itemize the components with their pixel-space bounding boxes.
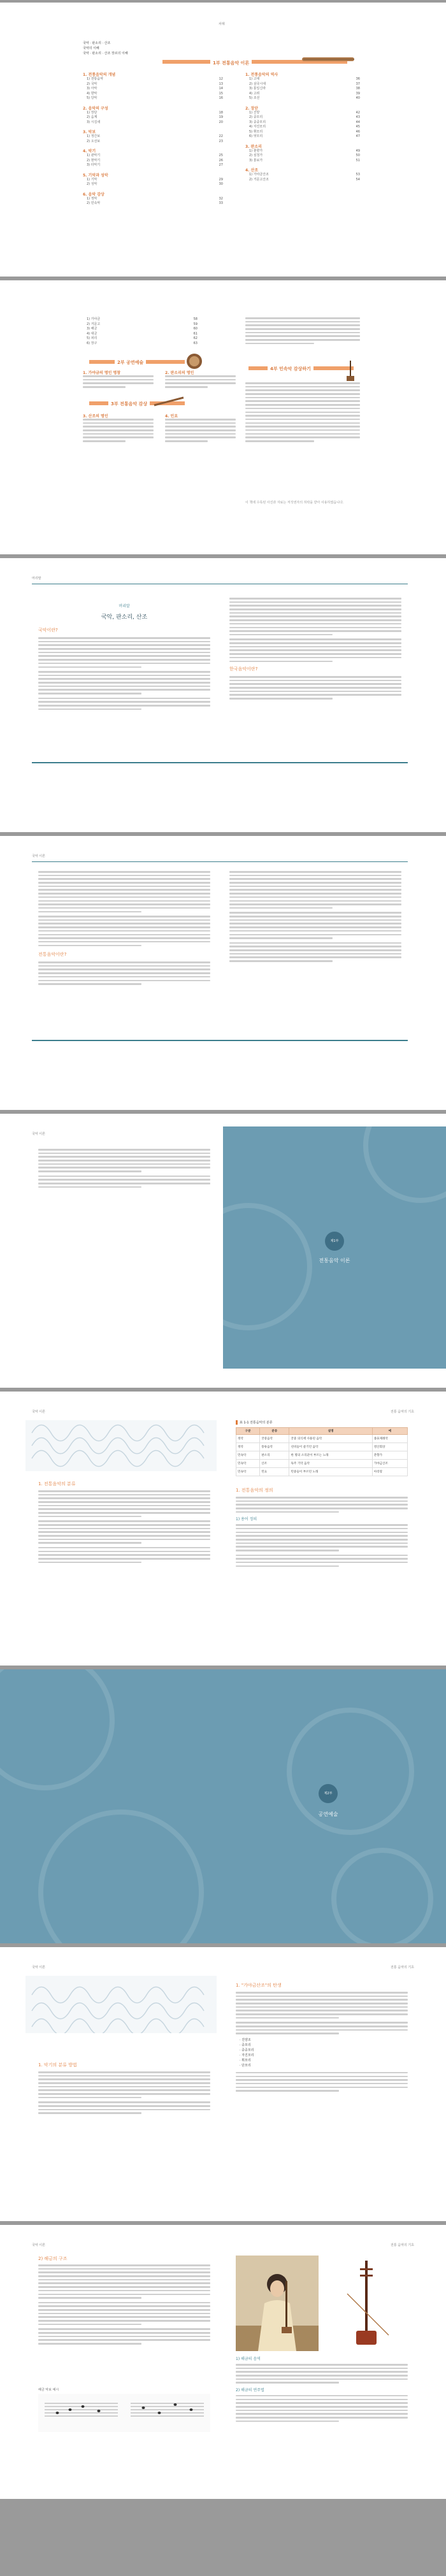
- left-body: [38, 1490, 210, 1566]
- performer-photo: [236, 2256, 319, 2351]
- toc-item[interactable]: 3) 중중모리 44: [249, 120, 360, 124]
- music-score: [38, 2394, 210, 2432]
- toc-section-title[interactable]: 2. 장단: [245, 106, 259, 111]
- toc-item[interactable]: 1) 가야금 58: [87, 317, 198, 321]
- drum-illustration: [185, 352, 204, 371]
- bullet-item: · 중모리: [240, 2043, 251, 2047]
- right-body: [236, 2356, 408, 2425]
- page-part-divider-1: [0, 1114, 446, 1388]
- toc-item[interactable]: 2) 오선보 23: [87, 139, 223, 143]
- toc-item[interactable]: 3) 흥보가 51: [249, 158, 360, 162]
- body-left-column: [38, 871, 210, 988]
- page-haegeum: [0, 2225, 446, 2499]
- toc-item[interactable]: 2) 현악기 26: [87, 158, 223, 162]
- page-header-right: 전통 음악의 기초: [391, 1410, 414, 1414]
- toc-item[interactable]: 2) 음계 19: [87, 115, 223, 119]
- toc-item[interactable]: 3) 아악 14: [87, 87, 223, 90]
- toc-item[interactable]: 2) 거문고산조 54: [249, 177, 360, 182]
- toc-item[interactable]: 3) 해금 60: [87, 327, 198, 331]
- chapter-title: 3부 전통음악 감상: [108, 401, 150, 407]
- pattern-banner: [25, 1976, 217, 2033]
- footer-note: 이 책에 수록된 사진과 자료는 저작권자의 허락을 받아 사용하였습니다.: [245, 501, 344, 505]
- toc-item[interactable]: 4) 자진모리 45: [249, 125, 360, 129]
- page-header: 차례: [219, 22, 225, 26]
- toc-columns: [83, 370, 236, 390]
- chapter-title: 4부 민속악 감상하기: [268, 366, 313, 372]
- page-header: 머리말: [32, 577, 41, 580]
- toc-item[interactable]: 6) 엇모리 47: [249, 134, 360, 138]
- page-part-divider-2: [0, 1669, 446, 1943]
- page-header-left: 국악 이론: [32, 1410, 45, 1414]
- bullet-item: · 휘모리: [240, 2058, 251, 2062]
- haegeum-photo: [328, 2256, 405, 2351]
- toc-right-top: [245, 317, 360, 347]
- toc-columns-2: [83, 413, 236, 444]
- toc-right-column: [245, 71, 360, 182]
- instrument-illustration: [299, 51, 357, 68]
- toc-item[interactable]: 1) 춘향가 49: [249, 148, 360, 153]
- toc-item[interactable]: 3) 시김새 20: [87, 120, 223, 124]
- toc-section-title[interactable]: 4. 민요: [165, 414, 178, 419]
- preface-kicker: 머리말: [119, 604, 130, 608]
- page-header-left: 국악 이론: [32, 1966, 45, 1969]
- toc-section-title[interactable]: 4. 악기: [83, 149, 96, 154]
- intro-block: [83, 41, 223, 56]
- intro-line: 국악의 이해: [83, 47, 99, 50]
- toc-item[interactable]: 1) 기악 29: [87, 177, 223, 182]
- section-question: 전통음악이란?: [38, 952, 67, 958]
- page-header: 국악 이론: [32, 854, 45, 858]
- toc-item[interactable]: 5) 피리 62: [87, 336, 198, 340]
- toc-section-title[interactable]: 3. 판소리: [245, 144, 262, 149]
- part-badge: 제1부: [325, 1232, 344, 1251]
- page-header-right: 전통 음악의 기초: [391, 1966, 414, 1969]
- table-row: 정악 궁중음악 궁중 의식에 사용된 음악 종묘제례악: [236, 1435, 408, 1443]
- toc-item[interactable]: 6) 장구 63: [87, 341, 198, 345]
- preface-right-column: [229, 598, 401, 703]
- toc-item[interactable]: 3) 통일신라 38: [249, 87, 360, 90]
- sub-title: 1) 용어 정의: [236, 1517, 257, 1522]
- page-header: 국악 이론: [32, 1132, 45, 1136]
- sub-title: 1) 해금의 음역: [236, 2357, 261, 2361]
- right-body: [236, 1992, 408, 2095]
- table-row: 민속악 민요 민중들이 부르던 노래 아리랑: [236, 1468, 408, 1476]
- flute-illustration: [153, 395, 185, 408]
- toc-section-title[interactable]: 1. 전통음악의 개념: [83, 73, 116, 77]
- page-toc-2: [0, 280, 446, 554]
- toc-section-title[interactable]: 3. 산조의 명인: [83, 414, 108, 419]
- section-question: 국악이란?: [38, 628, 58, 633]
- toc-left-top: [83, 317, 198, 346]
- chapter-title: 1부 전통음악 이론: [210, 60, 252, 66]
- toc-item[interactable]: 2) 중모리 43: [249, 115, 360, 119]
- toc-section-title[interactable]: 2. 판소리의 명인: [165, 371, 194, 375]
- toc-item[interactable]: 2) 국악 13: [87, 82, 223, 86]
- part-title: 공연예술: [318, 1811, 338, 1817]
- haegeum-illustration: [344, 359, 357, 382]
- toc-item[interactable]: 2) 삼국시대 37: [249, 82, 360, 86]
- page-header-left: 국악 이론: [32, 2243, 45, 2247]
- part-band: [223, 1126, 446, 1369]
- section-title: 1. 전통음악의 분류: [38, 1481, 76, 1486]
- table-header-cell: 예: [372, 1428, 407, 1435]
- toc-item[interactable]: 2) 성악 30: [87, 182, 223, 186]
- chapter-title: 2부 공연예술: [115, 359, 146, 366]
- preface-left-column: [38, 627, 210, 713]
- table-header-cell: 분류: [260, 1428, 289, 1435]
- toc-item[interactable]: 5) 휘모리 46: [249, 129, 360, 134]
- preface-title: 국악, 판소리, 산조: [101, 614, 148, 621]
- score-caption: 해금 악보 예시: [38, 2388, 59, 2392]
- toc-item[interactable]: 1) 장단 18: [87, 110, 223, 115]
- classification-table: [236, 1427, 408, 1476]
- toc-item[interactable]: 2) 민속악 33: [87, 201, 223, 205]
- pattern-banner: [25, 1420, 217, 1471]
- toc-section-title[interactable]: 4. 산조: [245, 168, 259, 173]
- section-title: 1. "가야금산조"의 탄생: [236, 1983, 282, 1988]
- right-body: [236, 1497, 408, 1570]
- page-instrument-classification: [0, 1947, 446, 2221]
- table-row: 정악 풍류음악 선비들이 즐기던 음악 영산회상: [236, 1443, 408, 1451]
- toc-item[interactable]: 1) 정간보 22: [87, 134, 223, 138]
- bullet-item: · 진양조: [240, 2038, 251, 2042]
- toc-section-title[interactable]: 3. 악보: [83, 130, 96, 134]
- table-row: 민속악 산조 독주 기악 음악 가야금산조: [236, 1460, 408, 1468]
- table-header-cell: 설명: [289, 1428, 372, 1435]
- toc-item[interactable]: 1) 가야금산조 53: [249, 173, 360, 176]
- toc-item[interactable]: 5) 조선 40: [249, 96, 360, 100]
- toc-section-title[interactable]: 6. 음악 감상: [83, 192, 104, 197]
- toc-item[interactable]: 4) 향악 15: [87, 91, 223, 96]
- toc-item[interactable]: 1) 관악기 25: [87, 154, 223, 157]
- toc-item[interactable]: 1) 전통음악 12: [87, 77, 223, 81]
- toc-section-title[interactable]: 5. 기악과 성악: [83, 173, 108, 178]
- toc-item[interactable]: 1) 진양 42: [249, 110, 360, 115]
- toc-section-title[interactable]: 1. 전통음악의 역사: [245, 73, 278, 77]
- toc-item[interactable]: 4) 고려 39: [249, 91, 360, 96]
- intro-line: 국악 · 판소리 · 산조 장르의 이해: [83, 52, 128, 55]
- page-toc-1: [0, 3, 446, 277]
- toc-section-title[interactable]: 1. 가야금의 명인 명창: [83, 371, 121, 375]
- section-title: 1. 전통음악의 정의: [236, 1488, 273, 1493]
- sub-title: 2) 해금의 연주법: [236, 2387, 264, 2393]
- page-header-right: 전통 음악의 기초: [391, 2243, 414, 2247]
- part-badge: 제2부: [319, 1784, 338, 1803]
- section-title: 2) 해금의 구조: [38, 2256, 68, 2261]
- table-row: 민속악 판소리 한 명의 소리꾼이 부르는 노래 춘향가: [236, 1451, 408, 1460]
- left-body: [38, 2071, 210, 2117]
- page-preface: [0, 558, 446, 832]
- section-title: 1. 악기의 분류 방법: [38, 2062, 77, 2068]
- table-title: 표 1-1 전통음악의 분류: [236, 1420, 273, 1425]
- page-classification: [0, 1392, 446, 1666]
- preface-title-block: [38, 603, 210, 621]
- toc-item[interactable]: 5) 당악 16: [87, 96, 223, 100]
- divider-left-text: [38, 1149, 210, 1191]
- table-header-cell: 구분: [236, 1428, 260, 1435]
- section-question: 한국음악이란?: [229, 666, 258, 672]
- toc-right-body: [245, 382, 360, 444]
- toc-item[interactable]: 4) 대금 61: [87, 331, 198, 336]
- bullet-item: · 자진모리: [240, 2053, 254, 2057]
- toc-item[interactable]: 1) 정악 32: [87, 196, 223, 201]
- toc-section-title[interactable]: 2. 음악의 구성: [83, 106, 108, 111]
- bullet-item: · 중중모리: [240, 2048, 254, 2052]
- page-body-1: [0, 836, 446, 1110]
- body-right-column: [229, 871, 401, 965]
- toc-item[interactable]: 2) 거문고 59: [87, 322, 198, 326]
- bullet-list: [240, 2038, 408, 2068]
- toc-item[interactable]: 2) 심청가 50: [249, 154, 360, 157]
- left-body: [38, 2264, 210, 2348]
- toc-item[interactable]: 1) 고대 36: [249, 77, 360, 81]
- part-title: 전통음악 이론: [319, 1258, 350, 1263]
- toc-left-column: [83, 71, 223, 206]
- bullet-item: · 단모리: [240, 2063, 251, 2068]
- intro-line: 국악 · 판소리 · 산조: [83, 41, 111, 45]
- toc-item[interactable]: 3) 타악기 27: [87, 163, 223, 167]
